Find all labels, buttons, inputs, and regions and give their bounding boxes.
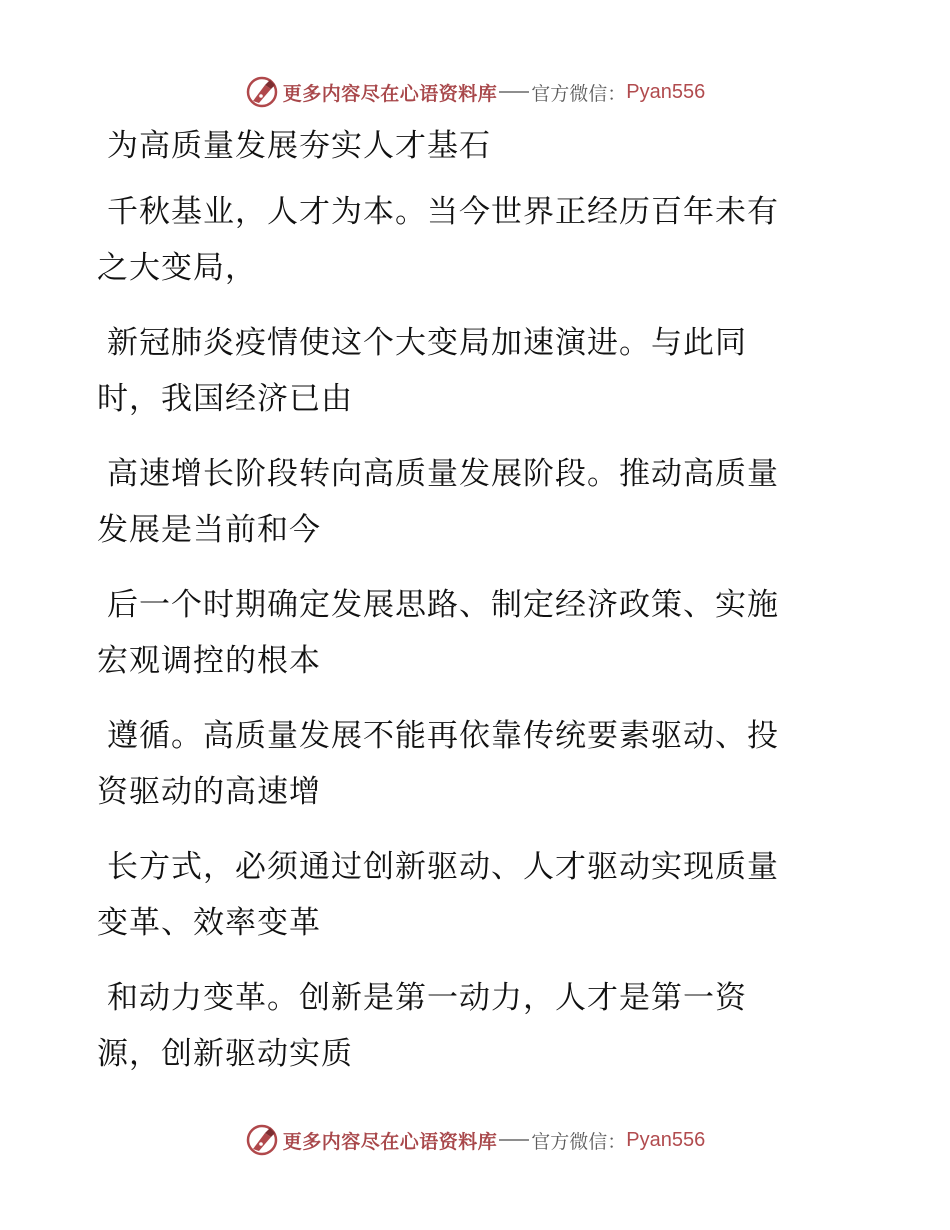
paragraph-line: 发展是当前和今 <box>97 512 321 548</box>
paragraph-line: 长方式，必须通过创新驱动、人才驱动实现质量 <box>107 849 779 885</box>
paragraph-line: 时，我国经济已由 <box>97 381 353 417</box>
paragraph-line: 宏观调控的根本 <box>97 643 321 679</box>
banner-wechat-id: Pyan556 <box>626 1128 706 1151</box>
paragraph-line: 资驱动的高速增 <box>97 774 321 810</box>
document-body <box>97 118 837 1101</box>
pen-nib-logo-icon <box>245 1123 279 1157</box>
pen-nib-logo-icon <box>245 75 279 109</box>
banner-wechat-label: 官方微信： <box>531 82 627 105</box>
footer-banner <box>0 1118 950 1162</box>
banner-wechat-id: Pyan556 <box>626 80 706 103</box>
banner-wechat-label: 官方微信： <box>531 1130 627 1153</box>
banner-text: 更多内容尽在心语资料库 <box>282 1130 498 1153</box>
banner-divider <box>499 1139 529 1141</box>
paragraph-line: 千秋基业，人才为本。当今世界正经历百年未有 <box>107 194 779 230</box>
document-title: 为高质量发展夯实人才基石 <box>107 128 491 164</box>
paragraph <box>97 970 837 1082</box>
banner-divider <box>499 91 529 93</box>
paragraph <box>97 446 837 558</box>
paragraph-line: 变革、效率变革 <box>97 905 321 941</box>
paragraph-line: 新冠肺炎疫情使这个大变局加速演进。与此同 <box>107 325 747 361</box>
paragraph-line: 高速增长阶段转向高质量发展阶段。推动高质量 <box>107 456 779 492</box>
paragraph <box>97 577 837 689</box>
banner-text: 更多内容尽在心语资料库 <box>282 82 498 105</box>
paragraph <box>97 708 837 820</box>
paragraph <box>97 839 837 951</box>
paragraph-line: 源，创新驱动实质 <box>97 1036 353 1072</box>
paragraph <box>97 184 837 296</box>
paragraph-line: 遵循。高质量发展不能再依靠传统要素驱动、投 <box>107 718 779 754</box>
header-banner <box>0 70 950 114</box>
paragraph <box>97 315 837 427</box>
paragraph-line: 和动力变革。创新是第一动力，人才是第一资 <box>107 980 747 1016</box>
paragraph-line: 之大变局， <box>97 250 257 286</box>
paragraph-line: 后一个时期确定发展思路、制定经济政策、实施 <box>107 587 779 623</box>
